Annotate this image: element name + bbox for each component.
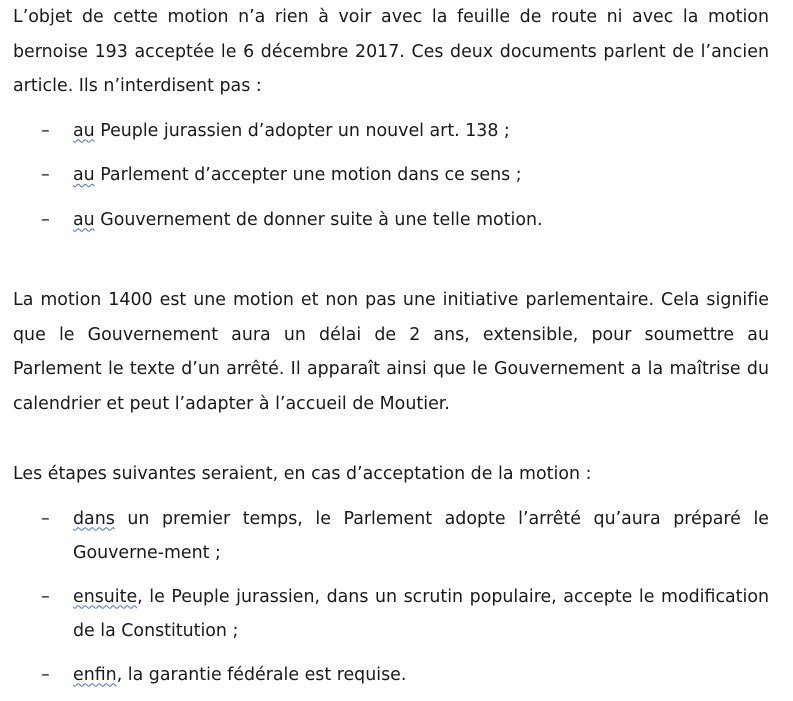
dash-bullet: – [41, 508, 50, 529]
list-item-text: un premier temps, le Parlement adopte l’arrêté qu’aura préparé le Gouverne-ment ; [73, 508, 769, 563]
paragraph-steps-intro: Les étapes suivantes seraient, en cas d’acceptation de la motion : [13, 464, 592, 484]
dash-bullet: – [41, 209, 50, 230]
dash-bullet: – [41, 165, 50, 185]
spellcheck-word[interactable]: enfin [73, 664, 117, 685]
list-item [13, 114, 769, 149]
paragraph-gap [13, 247, 769, 283]
paragraph-intro: L’objet de cette motion n’a rien à voir avec la feuille de route ni avec la motion bernoise 193 acceptée le 6 décembre 2017. Ces deux documents parlent de l’ancien article. Ils n’interdisent pas : [13, 7, 769, 96]
list-item [13, 658, 769, 693]
spellcheck-word[interactable]: dans [73, 508, 115, 529]
list-item [13, 203, 769, 238]
list-item-text: Gouvernement de donner suite à une telle motion. [94, 209, 543, 230]
list-item-text: Parlement d’accepter une motion dans ce sens ; [94, 165, 522, 185]
list-item-text: , le Peuple jurassien, dans un scrutin populaire, accepte le modification de la Constitution ; [73, 586, 769, 641]
dash-bullet: – [41, 120, 50, 141]
spellcheck-word[interactable]: au [73, 165, 95, 185]
list-item [13, 502, 769, 571]
list-item [13, 580, 769, 649]
spellcheck-word[interactable]: au [73, 120, 95, 141]
spellcheck-word[interactable]: ensuite [73, 586, 138, 607]
list-item [13, 158, 769, 193]
spellcheck-word[interactable]: au [73, 209, 95, 230]
bullet-list-prohibitions [13, 114, 769, 238]
list-item-text: , la garantie fédérale est requise. [116, 664, 407, 685]
list-item-text: Peuple jurassien d’adopter un nouvel art. 138 ; [94, 120, 510, 141]
bullet-list-steps [13, 502, 769, 693]
document-body [13, 0, 769, 701]
paragraph-gap [13, 421, 769, 457]
dash-bullet: – [41, 664, 50, 685]
paragraph-motion-1400: La motion 1400 est une motion et non pas une initiative parlementaire. Cela signifie que le Gouvernement aura un délai de 2 ans, extensible, pour soumettre au Parlement le texte d’un arrêté. Il apparaît ainsi que le Gouvernement a la maîtrise du calendrier et peut l’adapter à l’accueil de Moutier. [13, 290, 769, 414]
dash-bullet: – [41, 586, 50, 607]
